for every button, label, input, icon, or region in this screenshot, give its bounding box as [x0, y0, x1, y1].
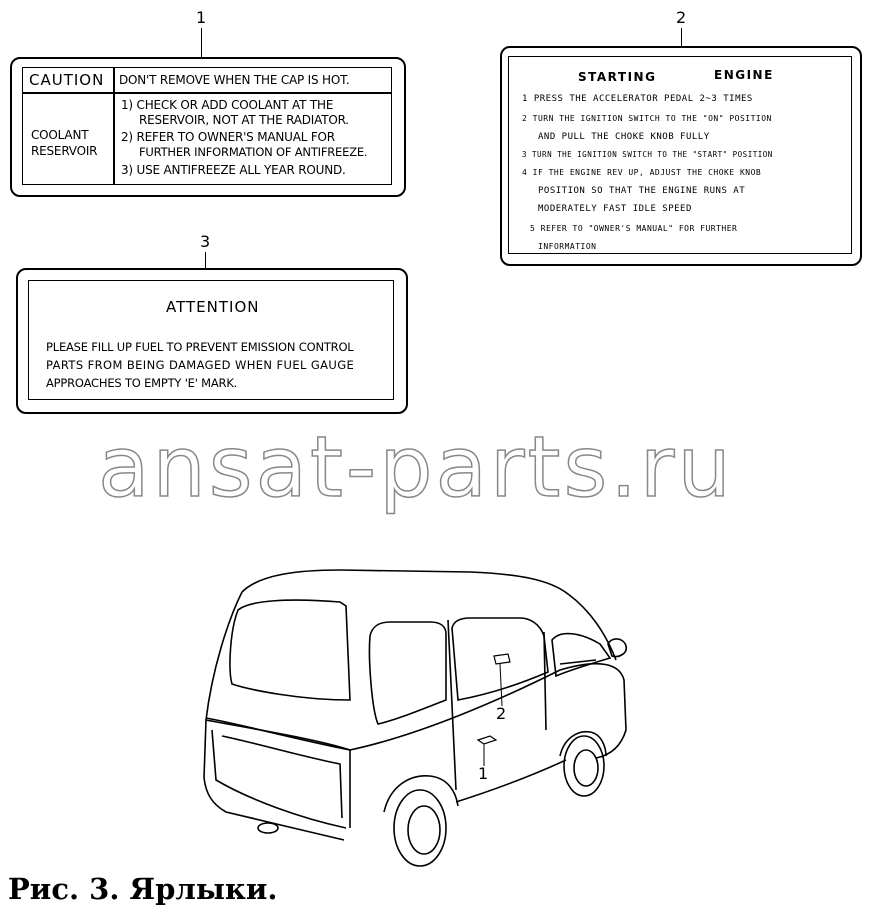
label1-leader-line: [201, 28, 202, 58]
caution-divider-h: [23, 92, 391, 94]
coolant-label-line1: COOLANT: [31, 128, 89, 142]
caution-item2-line2: FURTHER INFORMATION OF ANTIFREEZE.: [139, 145, 368, 159]
caution-item2-line1: 2) REFER TO OWNER'S MANUAL FOR: [121, 130, 335, 144]
van-illustration: [0, 560, 872, 870]
attention-line2: PARTS FROM BEING DAMAGED WHEN FUEL GAUGE: [46, 358, 355, 372]
caution-item3: 3) USE ANTIFREEZE ALL YEAR ROUND.: [121, 163, 346, 177]
attention-label: [16, 268, 408, 414]
starting-line-3: AND PULL THE CHOKE KNOB FULLY: [538, 132, 710, 142]
label2-leader-line: [681, 28, 682, 48]
caution-label: [10, 57, 406, 197]
van-callout-1: 1: [478, 764, 489, 783]
caution-heading: CAUTION: [29, 71, 105, 89]
label3-callout-number: 3: [200, 232, 211, 251]
caution-item1-line1: 1) CHECK OR ADD COOLANT AT THE: [121, 98, 334, 112]
starting-title-left: STARTING: [578, 70, 657, 84]
label2-callout-number: 2: [676, 8, 687, 27]
attention-line1: PLEASE FILL UP FUEL TO PREVENT EMISSION CONTROL: [46, 340, 354, 354]
caution-label-frame: [22, 67, 392, 185]
caution-warning-text: DON'T REMOVE WHEN THE CAP IS HOT.: [119, 73, 350, 87]
attention-title: ATTENTION: [166, 298, 260, 316]
coolant-label-line2: RESERVOIR: [31, 144, 98, 158]
watermark-text: ansat-parts.ru: [98, 418, 734, 516]
label1-callout-number: 1: [196, 8, 207, 27]
starting-title-right: ENGINE: [714, 68, 774, 82]
starting-engine-label: [500, 46, 862, 266]
starting-line-9: INFORMATION: [538, 242, 597, 251]
starting-line-8: 5 REFER TO "OWNER'S MANUAL" FOR FURTHER: [530, 224, 738, 233]
starting-line-1: 1 PRESS THE ACCELERATOR PEDAL 2~3 TIMES: [522, 94, 753, 104]
van-callout-2: 2: [496, 704, 507, 723]
caution-divider-v: [113, 68, 115, 184]
starting-line-5: 4 IF THE ENGINE REV UP, ADJUST THE CHOKE KNOB: [522, 168, 762, 177]
label3-leader-line: [205, 252, 206, 269]
starting-line-4: 3 TURN THE IGNITION SWITCH TO THE "START" POSITION: [522, 150, 773, 159]
attention-line3: APPROACHES TO EMPTY 'E' MARK.: [46, 376, 238, 390]
starting-line-7: MODERATELY FAST IDLE SPEED: [538, 204, 692, 214]
starting-line-6: POSITION SO THAT THE ENGINE RUNS AT: [538, 186, 746, 196]
figure-caption: Рис. 3. Ярлыки.: [8, 872, 278, 906]
starting-line-2: 2 TURN THE IGNITION SWITCH TO THE "ON" POSITION: [522, 114, 772, 123]
caution-item1-line2: RESERVOIR, NOT AT THE RADIATOR.: [139, 113, 349, 127]
